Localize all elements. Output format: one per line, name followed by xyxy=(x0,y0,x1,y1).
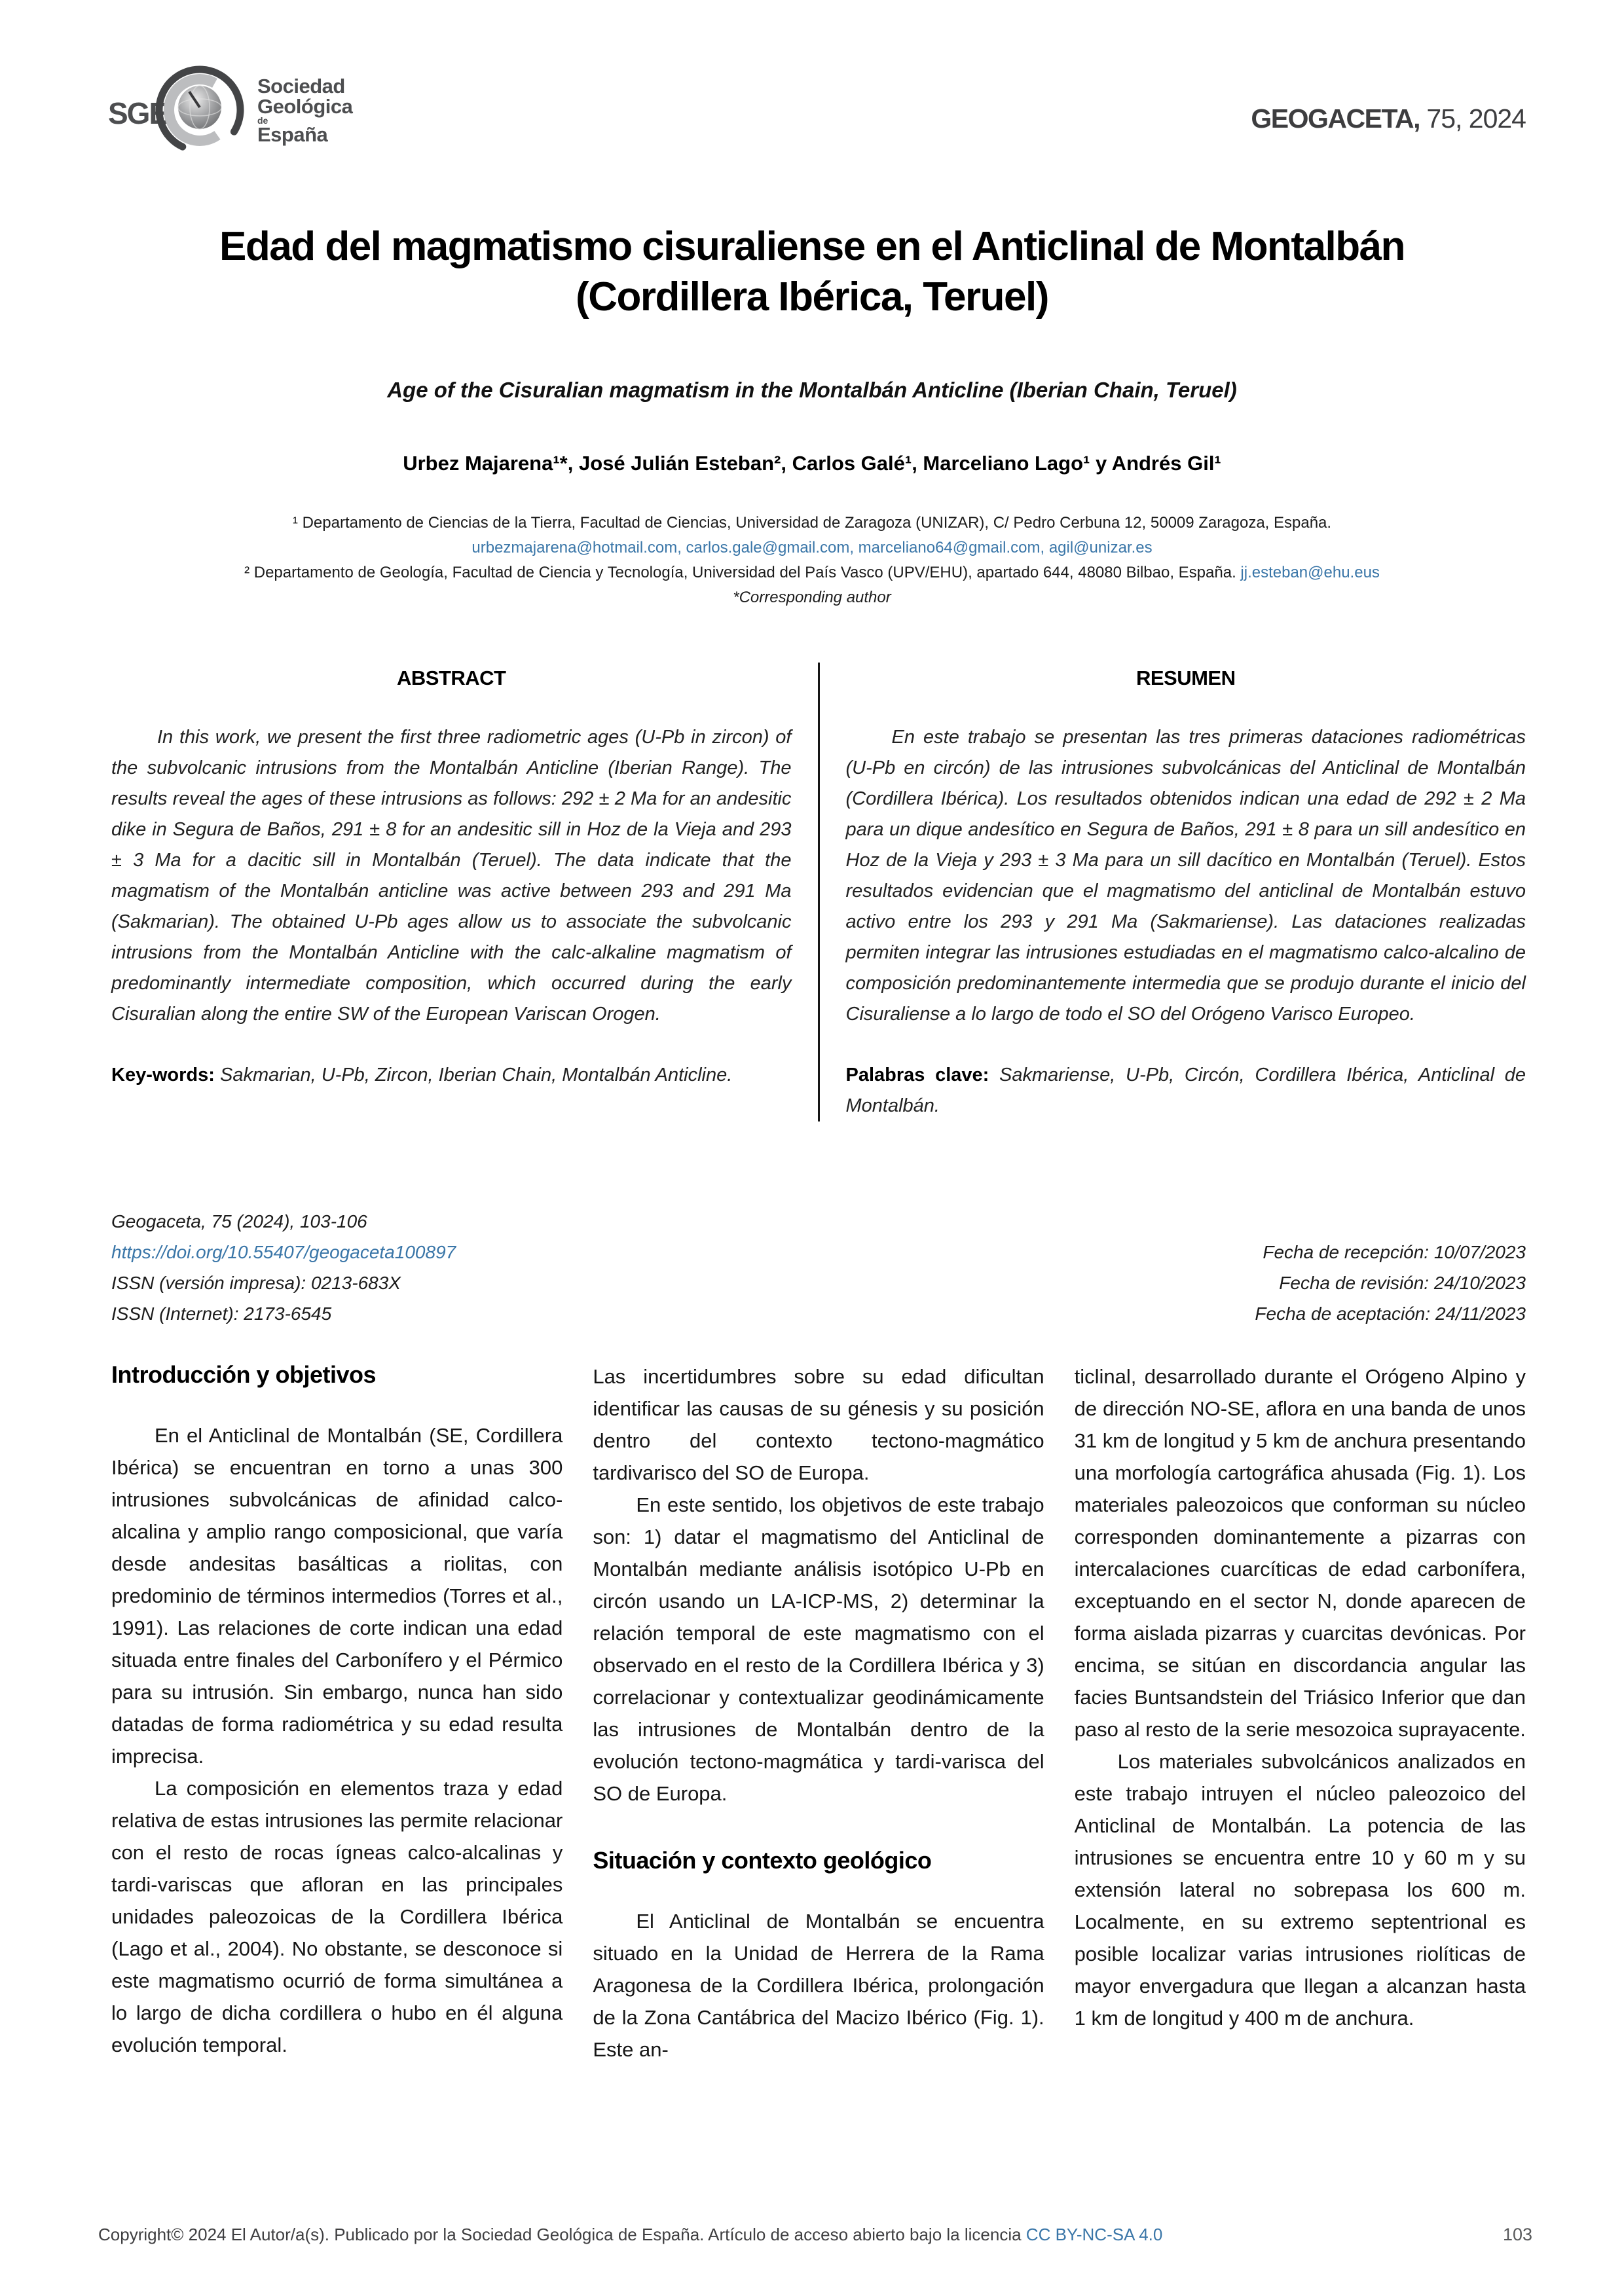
issn-internet-line: ISSN (Internet): 2173-6545 xyxy=(111,1303,332,1324)
body-paragraph: En este sentido, los objetivos de este trabajo son: 1) datar el magmatismo del Anticlinal de Montalbán mediante análisis isotópico U-Pb en circón usando un LA-ICP-MS, 2) determinar la relación temporal de este magmatismo con el observado en el resto de la Cordillera Ibérica y 3) correlacionar y contextualizar geodinámicamente las intrusiones de Montalbán dentro de la evolución tectono-magmática y tardi-varisca del SO de Europa. xyxy=(593,1493,1044,1805)
affiliation-2 xyxy=(59,560,1565,585)
affiliation-2-text: ² Departamento de Geología, Facultad de Ciencia y Tecnología, Universidad del País Vasco (UPV/EHU), apartado 644, 48080 Bilbao, España. xyxy=(244,564,1241,581)
journal-name: GEOGACETA, xyxy=(1251,103,1420,134)
revision-date: Fecha de revisión: 24/10/2023 xyxy=(1279,1273,1526,1293)
paper-title-line1: Edad del magmatismo cisuraliense en el Anticlinal de Montalbán xyxy=(219,224,1405,269)
globe-swirl-icon xyxy=(153,58,251,162)
dates-block xyxy=(1255,1237,1526,1329)
citation-line: Geogaceta, 75 (2024), 103-106 xyxy=(111,1211,367,1231)
keywords-text: Sakmarian, U-Pb, Zircon, Iberian Chain, Montalbán Anticline. xyxy=(219,1065,733,1085)
palabras-clave-line xyxy=(846,1060,1526,1121)
author-emails-link[interactable]: urbezmajarena@hotmail.com, carlos.gale@gmail.com, marceliano64@gmail.com, agil@unizar.es xyxy=(471,539,1153,556)
section-heading-situacion: Situación y contexto geológico xyxy=(593,1847,932,1874)
sge-logo xyxy=(108,58,352,162)
logo-line-sociedad: Sociedad xyxy=(257,74,345,98)
journal-issue: 75, 2024 xyxy=(1420,103,1526,134)
palabras-clave-text: Sakmariense, U-Pb, Circón, Cordillera Ibérica, Anticlinal de Montalbán. xyxy=(845,1065,1526,1116)
abstract-text: In this work, we present the first three radiometric ages (U-Pb in zircon) of the subvolcanic intrusions from the Montalbán Anticline (Iberian Range). The results reveal the ages of these intrusions as follows: 292 ± 2 Ma for an andesitic dike in Segura de Baños, 291 ± 8 for an andesitic sill in Hoz de la Vieja and 293 ± 3 Ma for a dacitic sill in Montalbán (Teruel). The data indicate that the magmatism of the Montalbán anticline was active between 293 and 291 Ma (Sakmarian). The obtained U-Pb ages allow us to associate the subvolcanic intrusions from the Montalbán Anticline with the calc-alkaline magmatism of predominantly intermediate composition, which occurred during the early Cisuralian along the entire SW of the European Variscan Orogen. xyxy=(111,727,792,1025)
body-column-3 xyxy=(1075,1360,1526,2066)
keywords-label: Key-words: xyxy=(111,1065,220,1085)
body-paragraph: Las incertidumbres sobre su edad dificultan identificar las causas de su génesis y su posición dentro del contexto tectono-magmático tardivarisco del SO de Europa. xyxy=(593,1365,1044,1484)
affiliation-1: ¹ Departamento de Ciencias de la Tierra, Facultad de Ciencias, Universidad de Zaragoza (UNIZAR), C/ Pedro Cerbuna 12, 50009 Zaragoza, España. xyxy=(292,514,1332,532)
palabras-clave-label: Palabras clave: xyxy=(845,1065,1000,1085)
body-paragraph: El Anticlinal de Montalbán se encuentra situado en la Unidad de Herrera de la Rama Aragonesa de la Cordillera Ibérica, prolongación de la Zona Cantábrica del Macizo Ibérico (Fig. 1). Este an- xyxy=(593,1910,1044,2061)
paper-title-line2: (Cordillera Ibérica, Teruel) xyxy=(576,274,1048,319)
sge-logo-icon xyxy=(108,58,251,162)
issn-print-line: ISSN (versión impresa): 0213-683X xyxy=(111,1273,401,1293)
corresponding-email-link[interactable]: jj.esteban@ehu.eus xyxy=(1240,564,1380,581)
body-paragraph: La composición en elementos traza y edad relativa de estas intrusiones las permite relacionar con el resto de rocas ígneas calco-alcalinas y tardi-variscas que afloran en las principales unidades paleozoicas de la Cordillera Ibérica (Lago et al., 2004). No obstante, se desconoce si este magmatismo ocurrió de forma simultánea a lo largo de dicha cordillera o hubo en él alguna evolución temporal. xyxy=(111,1777,563,2056)
doi-line xyxy=(111,1237,456,1267)
page-footer xyxy=(98,2225,1532,2245)
body-paragraph: En el Anticlinal de Montalbán (SE, Cordillera Ibérica) se encuentran en torno a unas 300 intrusiones subvolcánicas de afinidad calco-alcalina y amplio rango composicional, que varía desde andesitas basálticas a riolitas, con predominio de términos intermedios (Torres et al., 1991). Las relaciones de corte indican una edad situada entre finales del Carbonífero y el Pérmico para su intrusión. Sin embargo, nunca han sido datadas de forma radiométrica y su edad resulta imprecisa. xyxy=(111,1424,563,1768)
paper-subtitle-english: Age of the Cisuralian magmatism in the Montalbán Anticline (Iberian Chain, Teruel) xyxy=(387,378,1237,402)
body-paragraph: Los materiales subvolcánicos analizados en este trabajo intruyen el núcleo paleozoico del Anticlinal de Montalbán. La potencia de las intrusiones se encuentra entre 10 y 60 m y su extensión lateral no sobrepasa los 600 m. Localmente, en su extremo septentrional es posible localizar varias intrusiones riolíticas de mayor envergadura que llegan a alcanzan hasta 1 km de longitud y 400 m de anchura. xyxy=(1074,1750,1526,2030)
logo-line-de: de xyxy=(257,115,268,126)
section-heading-introduccion: Introducción y objetivos xyxy=(111,1361,377,1388)
sge-logo-wordmark xyxy=(257,76,352,145)
body-column-1 xyxy=(111,1360,563,2066)
copyright-line xyxy=(98,2225,1162,2245)
article-metadata xyxy=(111,1206,1526,1329)
reception-date: Fecha de recepción: 10/07/2023 xyxy=(1263,1242,1526,1262)
logo-line-espana: España xyxy=(257,122,328,146)
article-body xyxy=(111,1360,1526,2066)
abstract-heading: ABSTRACT xyxy=(397,666,506,689)
body-column-2 xyxy=(593,1360,1044,2066)
journal-masthead xyxy=(1251,103,1526,134)
page-number: 103 xyxy=(1502,2225,1532,2244)
resumen-column xyxy=(818,663,1526,1121)
resumen-heading: RESUMEN xyxy=(1135,666,1236,689)
doi-link[interactable]: https://doi.org/10.55407/geogaceta100897 xyxy=(111,1242,456,1262)
corresponding-author-note: *Corresponding author xyxy=(733,589,891,606)
affiliation-1-emails xyxy=(59,536,1565,560)
acceptance-date: Fecha de aceptación: 24/11/2023 xyxy=(1255,1303,1526,1324)
sge-logo-acronym: SGE xyxy=(108,96,168,130)
copyright-text: Copyright© 2024 El Autor/a(s). Publicado por la Sociedad Geológica de España. Artículo de acceso abierto bajo la licencia xyxy=(98,2225,1026,2244)
authors-line: Urbez Majarena¹*, José Julián Esteban², Carlos Galé¹, Marceliano Lago¹ y Andrés Gil¹ xyxy=(403,452,1221,475)
abstract-column xyxy=(111,663,818,1121)
resumen-text: En este trabajo se presentan las tres primeras dataciones radiométricas (U-Pb en circón) de las intrusiones subvolcánicas del Anticlinal de Montalbán (Cordillera Ibérica). Los resultados obtenidos indican una edad de 292 ± 2 Ma para un dique andesítico en Segura de Baños, 291 ± 8 para un sill andesítico en Hoz de la Vieja y 293 ± 3 Ma para un sill dacítico en Montalbán (Teruel). Estos resultados evidencian que el magmatismo del anticlinal de Montalbán estuvo activo entre los 293 y 291 Ma (Sakmariense). Las dataciones realizadas permiten integrar las intrusiones estudiadas en el magmatismo calco-alcalino de composición predominantemente intermedia que se produjo durante el inicio del Cisuraliense a lo largo de todo el SO del Orógeno Varisco Europeo. xyxy=(845,727,1526,1025)
abstract-resumen-section xyxy=(111,663,1526,1121)
body-paragraph: ticlinal, desarrollado durante el Orógeno Alpino y de dirección NO-SE, aflora en una banda de unos 31 km de longitud y 5 km de anchura presentando una morfología cartográfica ahusada (Fig. 1). Los materiales paleozoicos que conforman su núcleo corresponden dominantemente a pizarras con intercalaciones cuarcíticas de edad carbonífera, exceptuando en el sector N, donde aparecen de forma aislada pizarras y cuarcitas devónicas. Por encima, se sitúan en discordancia angular las facies Buntsandstein del Triásico Inferior que dan paso al resto de la serie mesozoica suprayacente. xyxy=(1074,1365,1526,1741)
keywords-line xyxy=(111,1060,792,1091)
license-link[interactable]: CC BY-NC-SA 4.0 xyxy=(1025,2225,1163,2244)
affiliations-block xyxy=(59,511,1565,610)
citation-block xyxy=(111,1206,456,1329)
paper-title xyxy=(59,221,1565,322)
logo-line-geologica: Geológica xyxy=(257,94,353,118)
